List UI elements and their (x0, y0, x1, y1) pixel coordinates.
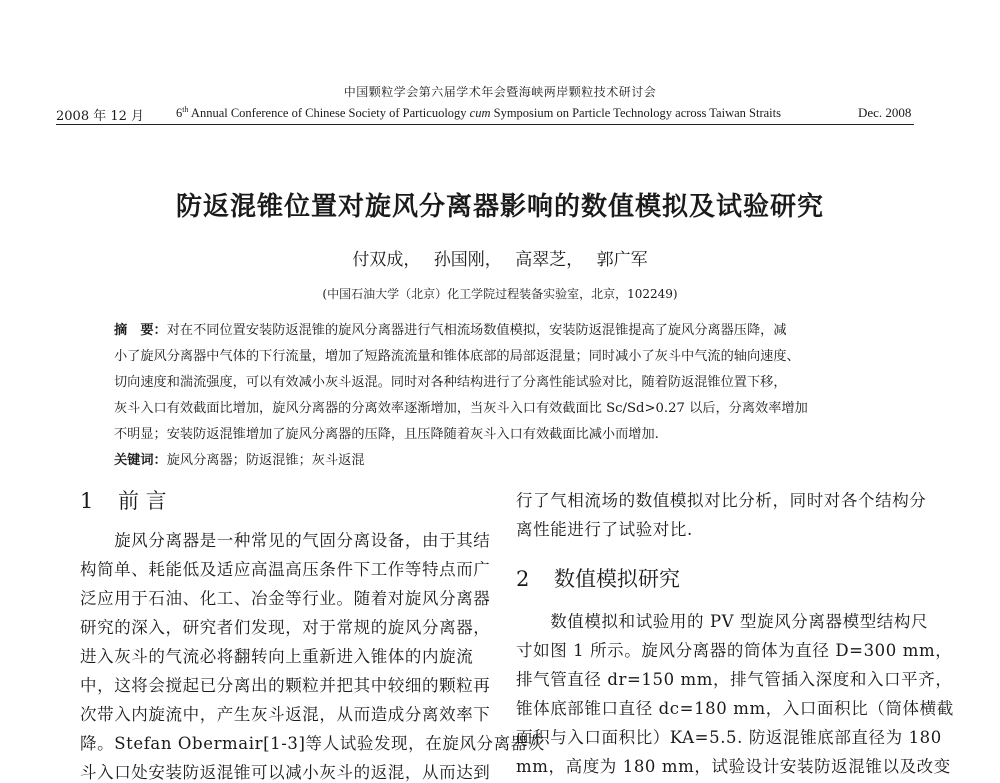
conf-title-part-a: Annual Conference of Chinese Society of Particuology (188, 106, 470, 121)
keywords-line (114, 449, 365, 468)
body-line: 构简单、耗能低及适应高温高压条件下工作等特点而广 (80, 560, 491, 579)
author-list: 付双成， 孙国刚， 高翠芝， 郭广军 (352, 250, 648, 270)
body-line: 排气管直径 dr=150 mm，排气管插入深度和入口平齐， (516, 670, 953, 689)
body-line: 锥体底部锥口直径 dc=180 mm，入口面积比（筒体横截 (516, 699, 954, 718)
section-title: 数值模拟研究 (554, 567, 680, 591)
abstract-line: 切向速度和湍流强度，可以有效减小灰斗返混。同时对各种结构进行了分离性能试验对比，随着防返混锥位置下移， (114, 375, 787, 390)
header-date-en: Dec. 2008 (858, 105, 912, 120)
body-line: 泛应用于石油、化工、冶金等行业。随着对旋风分离器 (80, 589, 491, 608)
header-date-cn: 2008 年 12 月 (56, 109, 145, 124)
abstract-line: 小了旋风分离器中气体的下行流量，增加了短路流流量和锥体底部的局部返混量；同时减小了灰斗中气流的轴向速度、 (114, 349, 800, 364)
conf-number-suffix: th (182, 105, 189, 114)
abstract-label: 摘 要： (114, 323, 167, 338)
conference-title-en (176, 105, 781, 121)
section-heading-1 (80, 485, 167, 515)
body-line: 离性能进行了试验对比. (516, 520, 693, 539)
conf-title-cum: cum (469, 106, 491, 121)
abstract-line (114, 319, 787, 338)
header-rule (56, 124, 914, 125)
body-line: 研究的深入，研究者们发现，对于常规的旋风分离器， (80, 618, 491, 637)
abstract-line: 灰斗入口有效截面比增加，旋风分离器的分离效率逐渐增加，当灰斗入口有效截面比 Sc/Sd>0.27 以后，分离效率增加 (114, 401, 808, 416)
body-line: 进入灰斗的气流必将翻转向上重新进入锥体的内旋流 (80, 647, 474, 666)
body-line: 寸如图 1 所示。旋风分离器的筒体为直径 D=300 mm， (516, 641, 953, 660)
section-number: 1 (80, 489, 94, 513)
paper-title: 防返混锥位置对旋风分离器影响的数值模拟及试验研究 (175, 192, 824, 222)
body-line: mm，高度为 180 mm，试验设计安装防返混锥以及改变 (516, 757, 951, 776)
conference-title-cn: 中国颗粒学会第六届学术年会暨海峡两岸颗粒技术研讨会 (343, 85, 657, 99)
conf-number: 6 (176, 106, 183, 121)
body-line: 面积与入口面积比）KA=5.5. 防返混锥底部直径为 180 (516, 728, 942, 747)
body-line: 斗入口处安装防返混锥可以减小灰斗的返混，从而达到 (80, 763, 491, 782)
section-heading-2 (516, 563, 680, 593)
body-line: 次带入内旋流中，产生灰斗返混，从而造成分离效率下 (80, 705, 491, 724)
keywords-label: 关键词： (114, 453, 167, 468)
body-line: 旋风分离器是一种常见的气固分离设备，由于其结 (80, 531, 491, 550)
section-title: 前 言 (118, 489, 167, 513)
body-line: 中，这将会搅起已分离出的颗粒并把其中较细的颗粒再 (80, 676, 491, 695)
affiliation: (中国石油大学（北京）化工学院过程装备实验室，北京，102249) (322, 287, 678, 301)
body-line: 行了气相流场的数值模拟对比分析，同时对各个结构分 (516, 491, 927, 510)
abstract-line: 不明显；安装防返混锥增加了旋风分离器的压降，且压降随着灰斗入口有效截面比减小而增加. (114, 427, 659, 442)
abstract-text: 对在不同位置安装防返混锥的旋风分离器进行气相流场数值模拟，安装防返混锥提高了旋风分离器压降，减 (166, 323, 787, 338)
conf-title-part-b: Symposium on Particle Technology across Taiwan Straits (490, 106, 781, 121)
body-line: 数值模拟和试验用的 PV 型旋风分离器模型结构尺 (516, 612, 929, 631)
section-number: 2 (516, 567, 530, 591)
keywords-text: 旋风分离器；防返混锥；灰斗返混 (166, 453, 365, 468)
body-line: 降。Stefan Obermair[1-3]等人试验发现，在旋风分离器灰 (80, 734, 545, 753)
